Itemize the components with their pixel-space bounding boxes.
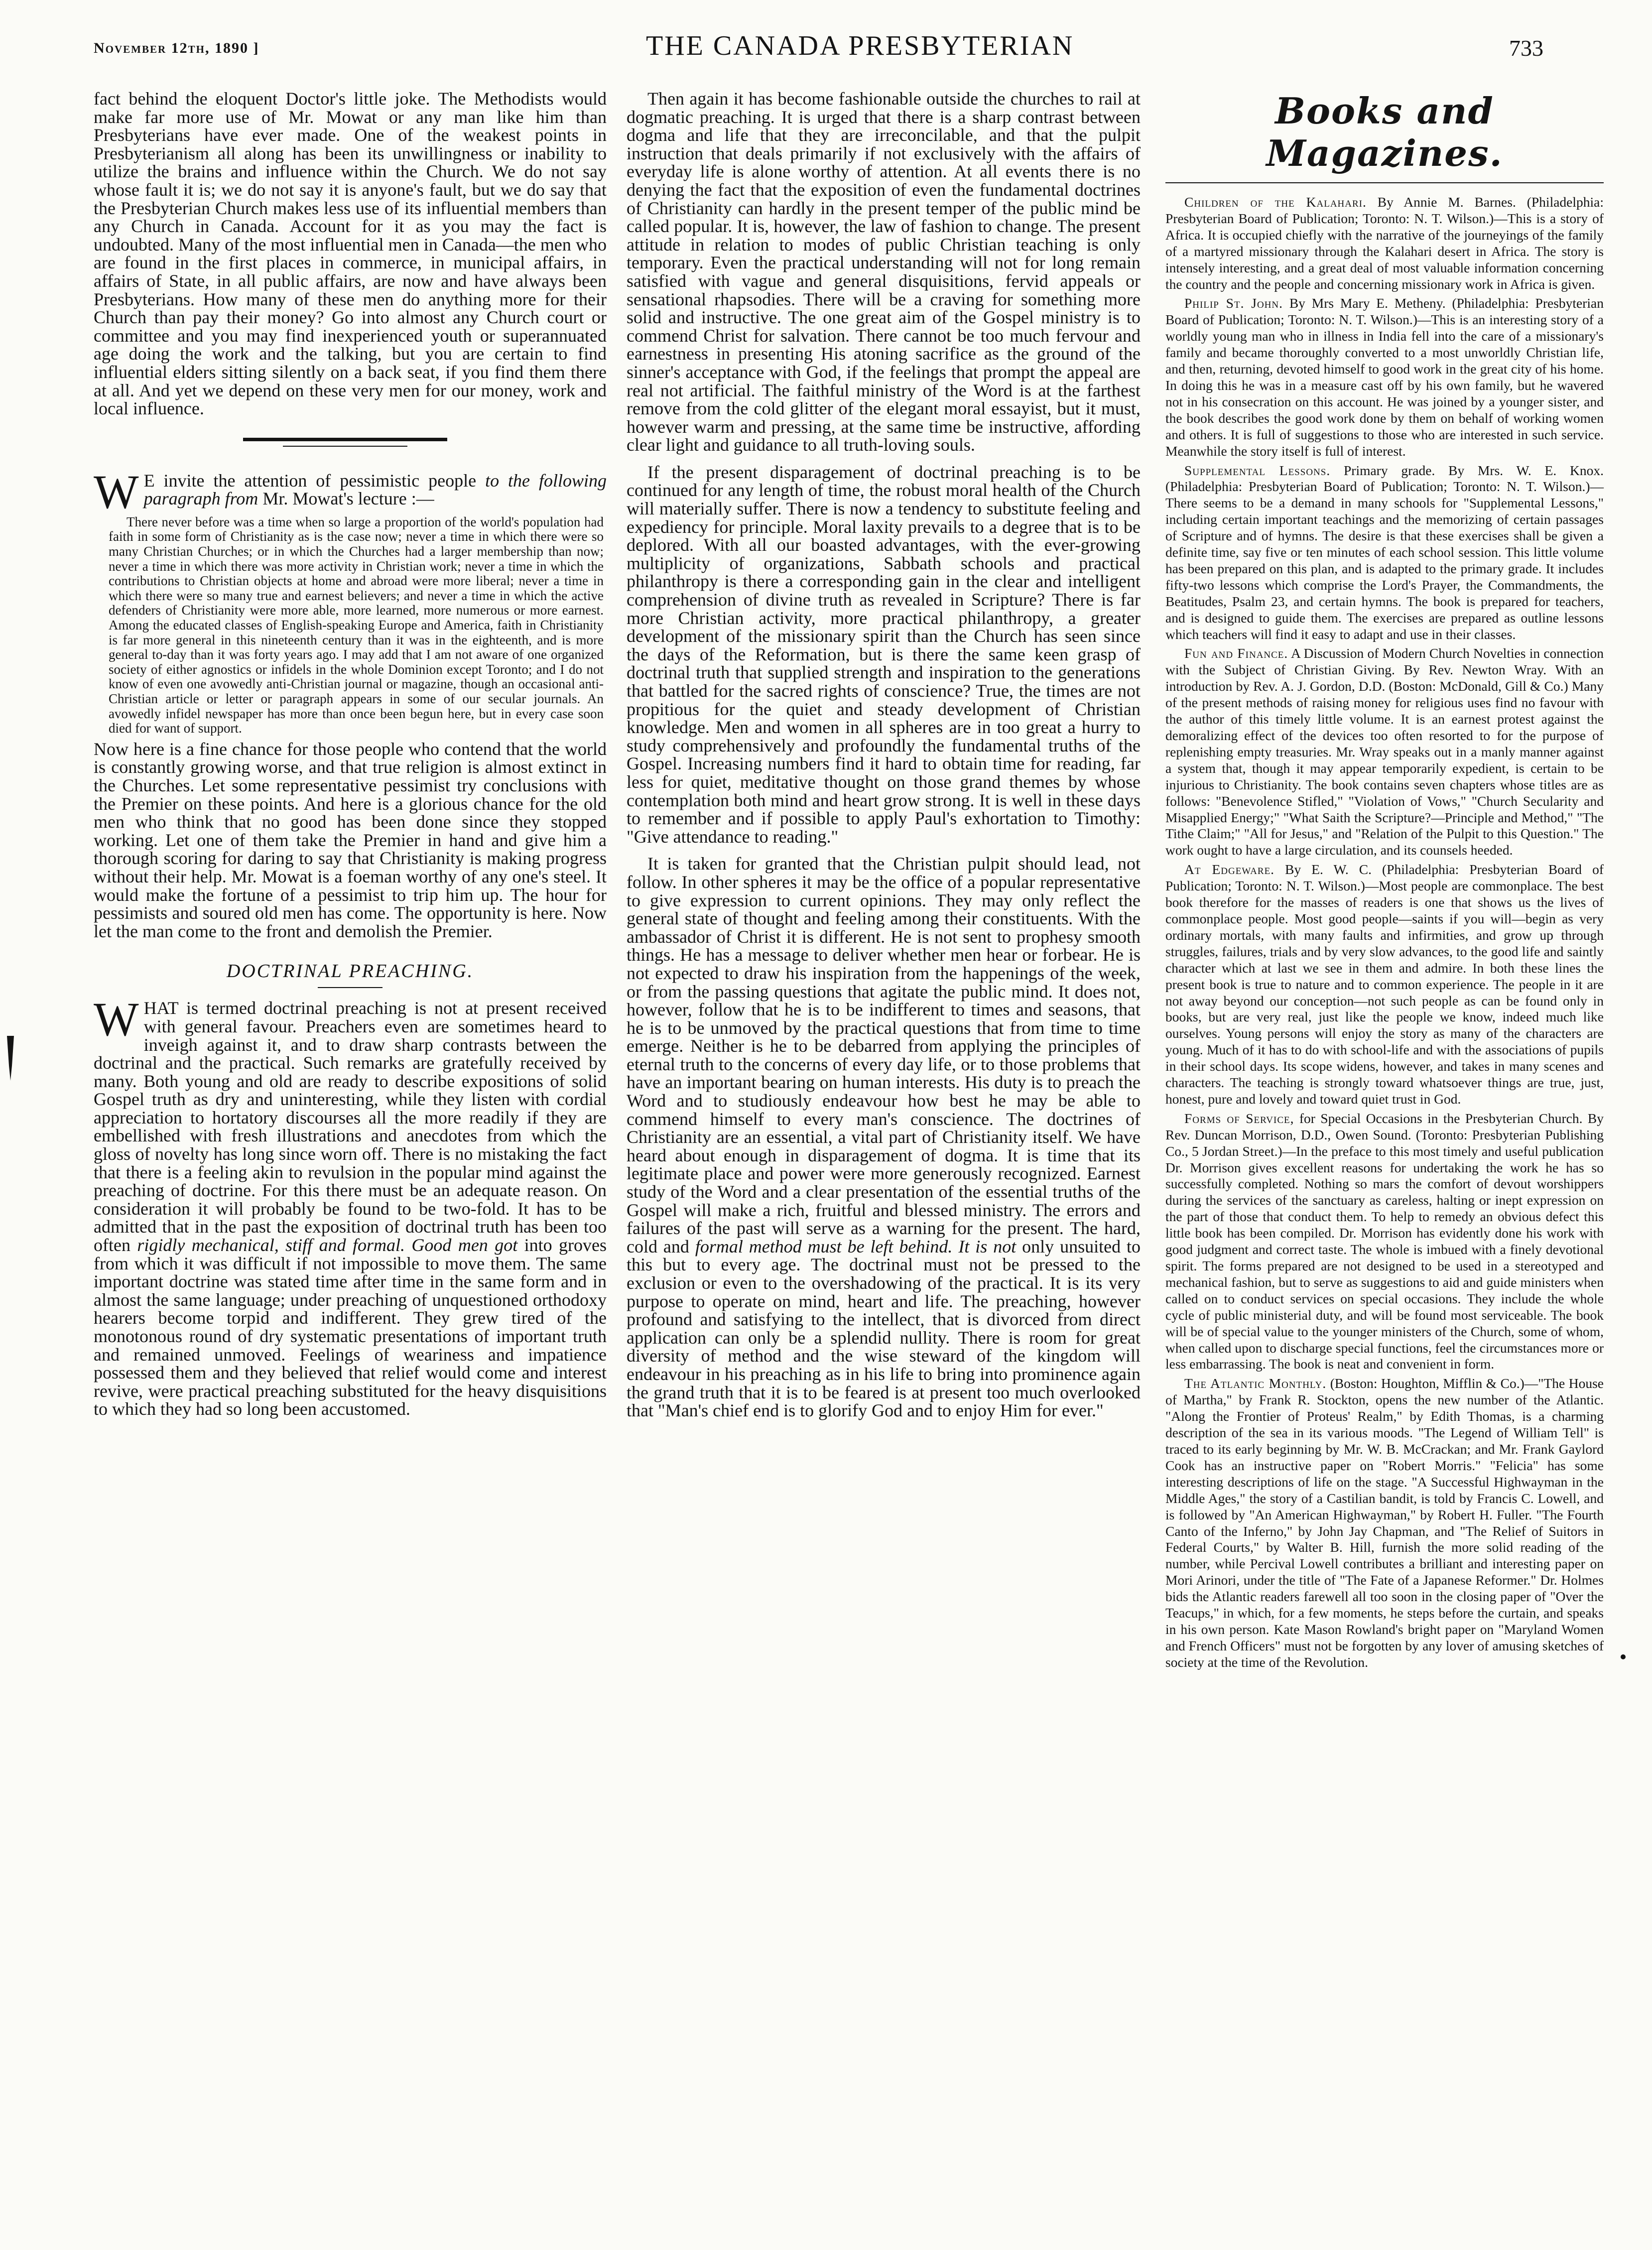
page-header <box>0 30 1652 65</box>
quote-text: There never before was a time when so large a proportion of the world's population had faith in some form of Christianity as is the case now; never a time in which there were so many Christian Churches; or in which the Churches had a larger membership than now; never a time in which there was more activity in Christian work; never a time in which the contributions to Christian objects at home and abroad were more liberal; never a time in which there were so many true and earnest believers; and never a time in which the active defenders of Christianity were more able, more learned, more numerous or more earnest. Among the educated classes of English-speaking Europe and America, faith in Christianity is far more general in this nineteenth century than it was in the eighteenth, and is more general to-day than it was forty years ago. I may add that I am not aware of one organized society of either agnostics or infidels in the whole Dominion except Toronto; and I do not know of even one avowedly anti-Christian journal or magazine, though an occasional anti-Christian article or letter or paragraph appears in some of our secular journals. An avowedly infidel newspaper has more than once been begun here, but in every case soon died for want of support. <box>109 514 604 736</box>
review-item: At Edgeware. By E. W. C. (Philadelphia: Presbyterian Board of Publication; Toronto: N. T. Wilson.)—Most people are commonplace. The best book therefore for the masses of readers is one that shows us the lives of commonplace people. Most good people—saints if you will—begin as very ordinary mortals, with many faults and infirmities, and grow up through struggles, failures, trials and by very slow advances, to the good life and saintly character which at last we see in them and admire. In both these lines the present book is true to nature and to common experience. The people in it are not away beyond our conception—not such people as can be found only in books, but are very real, just like the people we know, indeed much like ourselves. Young persons will enjoy the story as many of the characters are young. Much of it has to do with school-life and with the associations of pupils in their school days. Its scope widens, however, and takes in many scenes and characters. The teaching is strongly toward whatsoever things are true, just, honest, pure and lovely and toward quiet trust in God. <box>1165 862 1604 1107</box>
drop-cap: W <box>94 465 139 518</box>
pessimist-intro: W E invite the attention of pessimistic people to the following paragraph from Mr. Mowat's lecture :— <box>94 465 607 518</box>
mowat-article-conclusion: fact behind the eloquent Doctor's little joke. The Methodists would make far more use of Mr. Mowat or any man like him than Presbyterians have ever made. One of the weakest points in Presbyterianism all along has been its unwillingness or inability to utilize the brains and influence within the Church. We do not say whose fault it is; we do not say it is anyone's fault, but we do say that the Presbyterian Church makes less use of its influential members than any Church in Canada. Account for it as you may the fact is undoubted. Many of the most influential men in Canada—the men who are found in the first places in commerce, in municipal affairs, in affairs of State, in all public affairs, are now and have always been Presbyterians. How many of these men do anything more for their Church than pay their money? Go into almost any Church court or committee and you may find inexperienced youth or superannuated age doing the work and the talking, but you are certain to find influential elders sitting silently on a back seat, if you find them there at all. And yet we depend on these very men for our money, work and local influence. <box>94 89 607 419</box>
review-title: Philip St. John. <box>1184 295 1283 311</box>
review-item: Children of the Kalahari. By Annie M. Barnes. (Philadelphia: Presbyterian Board of Publication; Toronto: N. T. Wilson.)—This is a story of Africa. It is occupied chiefly with the narrative of the journeyings of the family of a martyred missionary through the Kalahari desert in Africa. The story is intensely interesting, and a great deal of most valuable information concerning the country and the people and concerning missionary work in Africa is given. <box>1165 194 1604 292</box>
drop-cap: W <box>94 993 139 1046</box>
margin-bullet-icon <box>1620 1653 1627 1660</box>
column-2 <box>627 90 1141 1429</box>
doctrinal-preaching-p3: If the present disparagement of doctrinal preaching is to be continued for any length of time, the robust moral health of the Church will materially suffer. There is now a tendency to substitute feeling and expediency for principle. Moral laxity prevails to a degree that is to be deplored. With all our boasted advantages, with the ever-growing multiplicity of organizations, Sabbath schools and practical philanthropy is there a corresponding gain in the clear and intelligent comprehension of divine truth as revealed in Scripture? There is far more Christian activity, more practical philanthropy, a greater development of the missionary spirit than the Church has seen since the days of the Reformation, but is there the same keen grasp of doctrinal truth that supplied strength and inspiration to the generations that battled for the sacred rights of conscience? True, the times are not propitious for the quiet and steady development of Christian knowledge. Men and women in all spheres are in too great a hurry to study comprehensively and profoundly the fundamental truths of the Gospel. Increasing numbers find it hard to obtain time for reading, far less for quiet, meditative thought on those grand themes by whose contemplation both mind and heart grow strong. It is well in these days to remember and if possible to apply Paul's exhortation to Timothy: "Give attendance to reading." <box>627 462 1141 847</box>
mowat-quote <box>94 515 607 736</box>
doctrinal-preaching-p1: WHAT is termed doctrinal preaching is not at present received with general favour. Preachers even are sometimes heard to inveigh against it, and to draw sharp contrasts between the doctrinal and the practical. Such remarks are gratefully received by many. Both young and old are ready to describe expositions of solid Gospel truth as dry and uninteresting, while they listen with cordial appreciation to hortatory discourses all the more readily if they are embellished with fresh illustrations and anecdotes from which the gloss of novelty has long since worn off. There is no mistaking the fact that there is a feeling akin to revulsion in the popular mind against the preaching of doctrine. For this there must be an adequate reason. On consideration it will probably be found to be two-fold. It has to be admitted that in the past the exposition of doctrinal truth has been too often rigidly mechanical, stiff and formal. Good men got into groves from which it was difficult if not impossible to move them. The same important doctrine was stated time after time in the same form and in almost the same language; under preaching of unquestioned orthodoxy hearers become torpid and indifferent. They grew tired of the monotonous round of dry systematic presentations of important truth and remained unmoved. Feelings of weariness and impatience possessed them and they believed that relief would come and interest revive, were practical preaching substituted for the heavy disquisitions to which they had so long been accustomed. <box>94 993 607 1419</box>
pessimist-paragraph: Now here is a fine chance for those people who contend that the world is constantly growing worse, and that true religion is almost extinct in the Churches. Let some representative pessimist try conclusions with the Premier on these points. And here is a glorious chance for the old men who think that no good has been done since they stopped working. Let one of them take the Premier in hand and give him a thorough scoring for daring to say that Christianity is making progress without their help. Mr. Mowat is a foeman worthy of any one's steel. It would make the fortune of a pessimist to trip him up. The hour for pessimists and soured old men has come. The opportunity is here. Now let the man come to the front and demolish the Premier. <box>94 739 607 941</box>
heading-rule <box>1165 182 1604 183</box>
books-and-magazines-heading: Books and Magazines. <box>1266 90 1503 174</box>
section-title-rule <box>318 987 382 988</box>
review-title: Supplemental Lessons. <box>1184 462 1331 478</box>
review-title: The Atlantic Monthly. <box>1184 1375 1327 1391</box>
section-title: DOCTRINAL PREACHING. <box>226 961 474 982</box>
section-divider <box>94 427 607 462</box>
margin-pointer-icon <box>5 1036 16 1081</box>
page-number: 733 <box>1509 35 1543 61</box>
review-title: Forms of Service, <box>1184 1110 1294 1126</box>
review-item: Philip St. John. By Mrs Mary E. Metheny. (Philadelphia: Presbyterian Board of Publication; Toronto: N. T. Wilson.)—This is an interesting story of a worldly young man who in illness in India fell into the care of a missionary's family and became thoroughly converted to a most unworldly Christian life, and then, returning, devoted himself to good work in the great city of his home. In doing this he was in a measure cast off by his own family, but he wavered not in his consecration on this account. He was joined by a younger sister, and the book describes the good work done by them on behalf of working women and others. It is full of suggestions to those who are interested in such service. Meanwhile the story itself is full of interest. <box>1165 295 1604 459</box>
column-1 <box>94 90 607 1427</box>
review-title: Children of the Kalahari. <box>1184 194 1367 210</box>
issue-date: November 12th, 1890 ] <box>94 40 259 56</box>
review-item: Forms of Service, for Special Occasions in the Presbyterian Church. By Rev. Duncan Morrison, D.D., Owen Sound. (Toronto: Presbyterian Publishing Co., 5 Jordan Street.)—In the preface to this most timely and useful publication Dr. Morrison gives excellent reasons for undertaking the work he has so successfully completed. Nothing so mars the comfort of devout worshippers during the services of the sanctuary as careless, halting or inept expression on the part of those that conduct them. To help to remedy an obvious defect this little book has been compiled. Dr. Morrison has evidently done his work with good judgment and correct taste. The whole is imbued with a finely devotional spirit. The forms prepared are not designed to be used in a stereotyped and mechanical fashion, but to serve as suggestions to aid and guide ministers when called on to conduct services on special occasions. They include the whole cycle of public ministerial duty, and will be found most serviceable. The book will be of special value to the younger ministers of the Church, some of whom, when called upon to discharge special functions, feel the circumstances more or less embarrassing. The book is neat and convenient in form. <box>1165 1110 1604 1372</box>
doctrinal-preaching-p4: It is taken for granted that the Christian pulpit should lead, not follow. In other spheres it may be the office of a popular representative to give expression to current opinions. They may only reflect the general state of thought and feeling among their constituents. With the ambassador of Christ it is different. He is not sent to prophesy smooth things. He has a message to deliver whether men hear or forbear. He is not expected to draw his inspiration from the happenings of the week, or from the passing questions that agitate the public mind. It does not, however, follow that he is to be indifferent to times and seasons, that he is to be unmoved by the practical questions that from time to time emerge. Neither is he to be debarred from applying the principles of eternal truth to the concerns of every day life, or to those problems that have an important bearing on human interests. His duty is to preach the Word and to studiously endeavour how best he may be able to commend himself to every man's conscience. The doctrines of Christianity are an essential, a vital part of Christianity itself. We have heard about enough in disparagement of dogma. It is time that its legitimate place and power were more generously recognized. Earnest study of the Word and a clear presentation of the essential truths of the Gospel will make a rich, fruitful and blessed ministry. The errors and failures of the past will serve as a warning for the present. The hard, cold and formal method must be left behind. It is not only unsuited to this but to every age. The doctrinal must not be pressed to the exclusion or even to the overshadowing of the practical. It is its very purpose to operate on mind, heart and life. The preaching, however profound and satisfying to the intellect, that is divorced from direct application can only be a splendid nullity. There is room for great diversity of method and the wise steward of the kingdom will endeavour in his preaching as in his life to bring into prominence again the grand truth that it is to be feared is at present too much overlooked that "Man's chief end is to glorify God and to enjoy Him for ever." <box>627 854 1141 1421</box>
review-item: Supplemental Lessons. Primary grade. By Mrs. W. E. Knox. (Philadelphia: Presbyterian Board of Publication; Toronto: N. T. Wilson.)—There seems to be a demand in many schools for "Supplemental Lessons," including certain important teachings and the memorizing of certain passages of Scripture and of hymns. The desire is that these exercises shall be given a definite time, say five or ten minutes of each school session. This little volume has been prepared on this plan, and is adapted to the primary grade. It includes fifty-two lessons which comprise the Lord's Prayer, the Commandments, the Beatitudes, Psalm 23, and certain hymns. The book is prepared for teachers, and is designed to guide them. The exercises are prepared as outline lessons which teachers will find it easy to adapt and use in their classes. <box>1165 462 1604 642</box>
newspaper-title: THE CANADA PRESBYTERIAN <box>646 30 1074 61</box>
column-3 <box>1165 90 1604 1674</box>
review-title: At Edgeware. <box>1184 862 1275 877</box>
review-item: The Atlantic Monthly. (Boston: Houghton, Mifflin & Co.)—"The House of Martha," by Frank R. Stockton, opens the new number of the Atlantic. "Along the Frontier of Proteus' Realm," by Edith Thomas, is a charming description of the sea in its various moods. "The Legend of William Tell" is traced to its early beginning by Mr. W. B. McCrackan; and Mr. Frank Gaylord Cook has an instructive paper on "Robert Morris." "Felicia" has some interesting descriptions of life on the stage. "A Successful Highwayman in the Middle Ages," the story of a Castilian bandit, is told by Francis C. Lowell, and is followed by "An American Highwayman," by Robert H. Fuller. "The Fourth Canto of the Inferno," by John Jay Chapman, and "The Relief of Suitors in Federal Courts," by Walter B. Hill, furnish the more solid reading of the number, while Percival Lowell contributes a brilliant and interesting paper on Mori Arinori, under the title of "The Fate of a Japanese Reformer." Dr. Holmes bids the Atlantic readers farewell all too soon in the closing paper of "Over the Teacups," in which, for a few moments, he steps before the curtain, and speaks in his own person. Kate Mason Rowland's bright paper on "Maryland Women and French Officers" must not be forgotten by any lover of amusing sketches of society at the time of the Revolution. <box>1165 1375 1604 1670</box>
review-title: Fun and Finance. <box>1184 645 1288 661</box>
review-item: Fun and Finance. A Discussion of Modern Church Novelties in connection with the Subject of Christian Giving. By Rev. Newton Wray. With an introduction by Rev. A. J. Gordon, D.D. (Boston: McDonald, Gill & Co.) Many of the present methods of raising money for religious uses find no favour with the author of this timely little volume. It is an earnest protest against the demoralizing effect of the devices too often resorted to for the purpose of replenishing empty treasuries. Mr. Wray speaks out in a manly manner against a system that, though it may appear temporarily expedient, is certain to be injurious to Christianity. The book contains seven chapters whose titles are as follows: "Benevolence Stifled," "Violation of Vows," "Church Secularity and Misapplied Energy;" "What Saith the Scripture?—Principle and Method," "The Tithe Claim;" "All for Jesus," and "Relation of the Pulpit to this Question." The work ought to have a large circulation, and its counsels heeded. <box>1165 645 1604 858</box>
doctrinal-preaching-p2: Then again it has become fashionable outside the churches to rail at dogmatic preaching. It is urged that there is a sharp contrast between dogma and life that they are irreconcilable, and that the pulpit instruction that deals primarily if not exclusively with the affairs of everyday life is alone worthy of attention. At all events there is no denying the fact that the exposition of even the fundamental doctrines of Christianity can hardly in the present temper of the public mind be called popular. It is, however, the law of fashion to change. The present attitude in relation to modes of public Christian teaching is only temporary. Even the practical understanding will not for long remain satisfied with vague and general disquisitions, fervid appeals or sensational rhapsodies. There will be a craving for something more solid and instructive. The one great aim of the Gospel ministry is to commend Christ for salvation. There cannot be too much fervour and earnestness in presenting His atoning sacrifice as the ground of the sinner's acceptance with God, if the feelings that prompt the appeal are real not artificial. The faithful ministry of the Word is at the farthest remove from the cold glitter of the elegant moral essayist, but it must, however warm and pressing, at the same time be instructive, affording clear light and guidance to all truth-loving souls. <box>627 89 1141 455</box>
review-list <box>1165 194 1604 1671</box>
